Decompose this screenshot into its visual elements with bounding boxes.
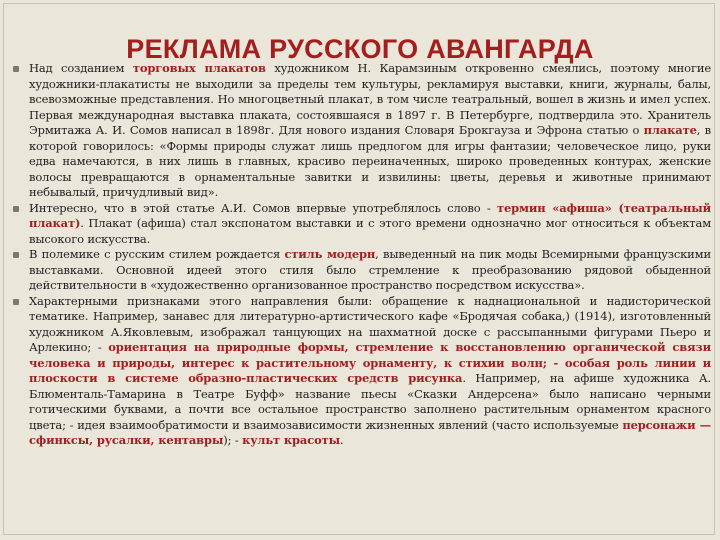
paragraph-text: . Например, на афише художника А. Блюменталь-Тамарина в Театре Буфф» название пьесы «Сказки Андерсена» было написано черными готическими буквами, а почти все остальное пространство заполнено растительным орнаментом красного цвета; - идея взаимообратимости и взаимозависимости жизненных явлений (часто используемые [29,371,711,432]
paragraph-text: . [339,433,344,447]
paragraph-text: Характерными признаками этого направления были: обращение к наднациональной и надисторической тематике. Например, занавес для литературно-артистического кафе «Бродячая собака,) (1914), изготовленный художником А.Яковлевым, изображал танцующих на шахматной доске с рассыпанными фигурами Пьеро и Арлекино; - [29,293,711,354]
bullet-list [13,61,711,535]
bullet-item [13,201,711,248]
highlighted-term: персонажи — сфинксы, русалки, кентавры [29,417,711,447]
paragraph-text: В полемике с русским стилем рождается [29,247,285,261]
paragraph-text: Над созданием [29,61,133,75]
paragraph-text: ); - [223,433,243,447]
paragraph-text: , в которой говорилось: «Формы природы служат лишь предлогом для игры фантазии; человеческое лицо, руки едва намечаются, в них лишь в главных, красиво переиначенных, широко проведенных контурах, женские волосы превращаются в орнаментальные завитки и извилины: цветы, деревья и животные принимают небывалый, причудливый вид». [29,123,711,199]
highlighted-term: торговых плакатов [132,61,266,75]
bullet-item [13,294,711,449]
bullet-square-icon [13,206,19,212]
paragraph-text: , выведенный на пик моды Всемирными французскими выставками. Основной идеей этого стиля было стремление к преобразованию рядовой обыденной действительности в «художественно организованное пространство посредством искусства». [29,247,711,292]
bullet-square-icon [13,252,19,258]
paragraph-text: . Плакат (афиша) стал экспонатом выставки и с этого времени однозначно мог относиться к объектам высокого искусства. [29,216,711,246]
paragraph-text: художником Н. Карамзиным откровенно смеялись, поэтому многие художники-плакатисты не выходили за пределы тем культуры, рекламируя выставки, книги, журналы, балы, всевозможные представления. Но многоцветный плакат, в том числе театральный, вошел в жизнь и имел успех. Первая международная выставка плаката, состоявшаяся в 1897 г. В Петербурге, подтвердила это. Хранитель Эрмитажа А. И. Сомов написал в 1898г. Для нового издания Словаря Брокгауза и Эфрона статью о [29,61,711,137]
highlighted-term: плакате [643,123,697,137]
bullet-item [13,247,711,294]
highlighted-term: ориентация на природные формы, стремление к восстановлению органической связи человека и природы, интерес к растительному орнаменту, к стихии волн; - особая роль линии и плоскости в системе образно-пластических средств рисунка [29,340,711,385]
highlighted-term: стиль модерн [284,247,376,261]
paragraph-text: Интересно, что в этой статье А.И. Сомов впервые употреблялось слово - [29,200,497,215]
bullet-item [13,61,711,201]
page-title: РЕКЛАМА РУССКОГО АВАНГАРДА [126,34,594,65]
bullet-square-icon [13,299,19,305]
highlighted-term: культ красоты [242,433,340,447]
bullet-square-icon [13,66,19,72]
highlighted-term: термин «афиша» (театральный плакат) [29,200,711,230]
